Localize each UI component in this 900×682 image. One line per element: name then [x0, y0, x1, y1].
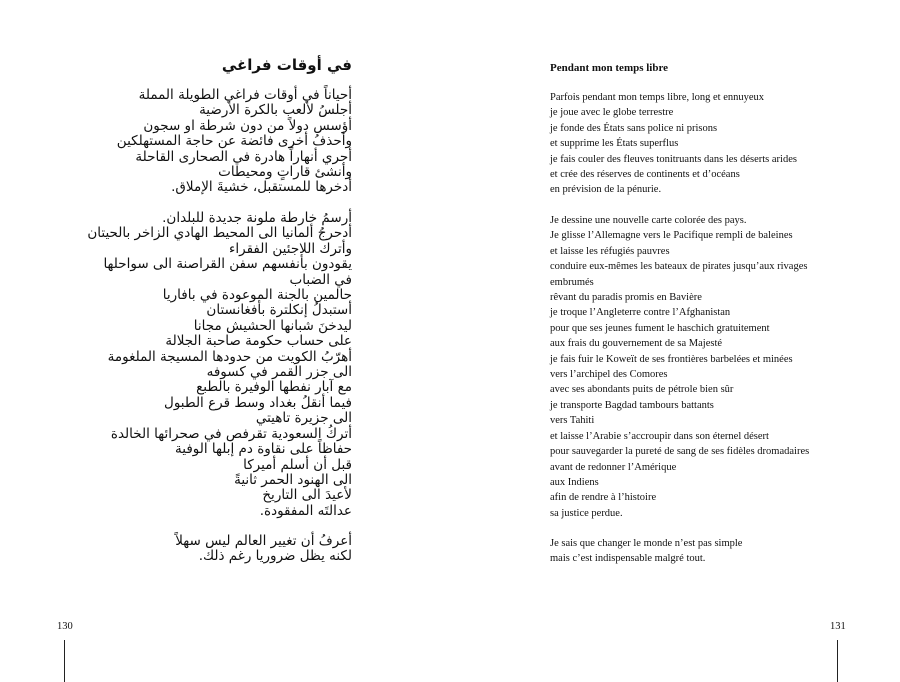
poem-line: أرسمُ خارطة ملونة جديدة للبلدان. [162, 210, 352, 226]
poem-line: je troque l’Angleterre contre l’Afghanistan [550, 307, 731, 319]
right-page [450, 0, 900, 682]
poem-line: Parfois pendant mon temps libre, long et ennuyeux [550, 92, 765, 103]
poem-line: أجري أنهاراً هادرة في الصحارى القاحلة [135, 148, 352, 165]
poem-line: في الضباب [289, 271, 352, 288]
poem-line: وأنشئ قاراتٍ ومحيطات [218, 164, 352, 181]
poem-line: pour que ses jeunes fument le haschich gratuitement [550, 322, 770, 334]
poem-line: et supprime les États superflus [550, 138, 679, 150]
poem-line: أؤسس دولاً من دون شرطة او سجون [143, 117, 352, 134]
poem-line: لكنه يظل ضروريا رغم ذلك. [198, 548, 352, 565]
poem-line: مع آبار نفطها الوفيرة بالطبع [196, 379, 352, 396]
poem-line: et crée des réserves de continents et d’océans [550, 169, 740, 181]
french-stanza-2 [550, 213, 809, 521]
poem-line: يقودون بأنفسهم سفن القراصنة الى سواحلها [103, 256, 352, 273]
poem-line: pour sauvegarder la pureté de sang de ses fidèles dromadaires [550, 446, 810, 458]
poem-line: الى جزيرة تاهيتي [255, 410, 352, 427]
poem-line: أتركُ السعودية تقرفص في صحرائها الخالدة [110, 425, 352, 442]
poem-line: et laisse les réfugiés pauvres [550, 245, 670, 257]
poem-line: rêvant du paradis promis en Bavière [550, 292, 702, 304]
poem-line: afin de rendre à l’histoire [550, 492, 657, 504]
poem-line: أهرّبُ الكويت من حدودها المسيجة الملغومة [107, 348, 352, 365]
poem-line: Je dessine une nouvelle carte colorée des pays. [550, 215, 747, 226]
poem-line: أستبدلُ إنكلترة بأفغانستان [206, 302, 352, 319]
poem-line: je transporte Bagdad tambours battants [550, 399, 714, 411]
poem-line: أدخرها للمستقبل، خشيةَ الإملاق. [171, 179, 352, 196]
poem-line: Je sais que changer le monde n’est pas simple [550, 538, 743, 549]
poem-line: أحياناً في أوقات فراغي الطويلة المملة [138, 87, 352, 103]
poem-line: عدالتَه المفقودة. [259, 502, 352, 519]
poem-line: conduire eux-mêmes les bateaux de pirates jusqu’aux rivages [550, 261, 808, 273]
poem-line: قبل أن أسلم أميركا [243, 456, 352, 473]
poem-line: أعرفُ أن تغيير العالم ليس سهلاً [175, 533, 352, 549]
poem-line: embrumés [550, 276, 594, 288]
arabic-stanza-3 [175, 534, 352, 565]
arabic-stanza-1 [117, 88, 352, 196]
poem-line: vers l’archipel des Comores [550, 369, 668, 381]
french-stanza-3 [550, 536, 742, 567]
arabic-poem-title: في أوقات فراغي [221, 56, 352, 74]
poem-line: Je glisse l’Allemagne vers le Pacifique rempli de baleines [550, 230, 793, 242]
page-rule-left [64, 640, 65, 682]
poem-line: je fais fuir le Koweït de ses frontières barbelées et minées [550, 353, 793, 365]
poem-line: aux frais du gouvernement de sa Majesté [550, 338, 723, 350]
poem-line: لأعيدَ الى التاريخ [262, 487, 352, 504]
page-number-right: 131 [830, 621, 846, 632]
poem-line: حفاظاً على نقاوة دم إبلها الوفية [175, 441, 352, 458]
page-rule-right [837, 640, 838, 682]
poem-line: أدحرجُ ألمانيا الى المحيط الهادي الزاخر بالحيتان [87, 225, 352, 242]
poem-line: الى الهنود الحمر ثانيةً [234, 471, 352, 488]
poem-line: et laisse l’Arabie s’accroupir dans son éternel désert [550, 430, 769, 442]
french-poem-title: Pendant mon temps libre [550, 62, 669, 74]
poem-line: mais c’est indispensable malgré tout. [550, 553, 706, 565]
poem-line: avant de redonner l’Amérique [550, 461, 677, 473]
poem-line: الى جزر القمر في كسوفه [206, 364, 352, 381]
page-number-left: 130 [57, 621, 73, 632]
poem-line: ليدخنَ شبانها الحشيش مجانا [193, 317, 352, 334]
poem-line: على حساب حكومة صاحبة الجلالة [165, 333, 352, 350]
poem-line: je fonde des États sans police ni prisons [550, 122, 718, 134]
poem-line: avec ses abondants puits de pétrole bien sûr [550, 384, 734, 396]
poem-line: حالمين بالجنة الموعودة في بافاريا [162, 287, 352, 304]
poem-line: je joue avec le globe terrestre [550, 107, 674, 119]
poem-line: en prévision de la pénurie. [550, 184, 662, 196]
poem-line: vers Tahiti [550, 415, 595, 427]
poem-line: فيما أنقلُ بغداد وسط قرع الطبول [164, 394, 352, 411]
poem-line: aux Indiens [550, 476, 599, 488]
poem-line: وأترك اللاجئين الفقراء [229, 240, 352, 257]
poem-line: sa justice perdue. [550, 507, 623, 519]
poem-line: أجلسُ لألعب بالكرة الأرضية [199, 102, 352, 119]
arabic-stanza-2 [87, 211, 352, 519]
poem-line: وأحذفُ أخرى فائضة عن حاجة المستهلكين [116, 133, 352, 150]
french-stanza-1 [550, 90, 797, 198]
poem-line: je fais couler des fleuves tonitruants dans les déserts arides [550, 153, 797, 165]
